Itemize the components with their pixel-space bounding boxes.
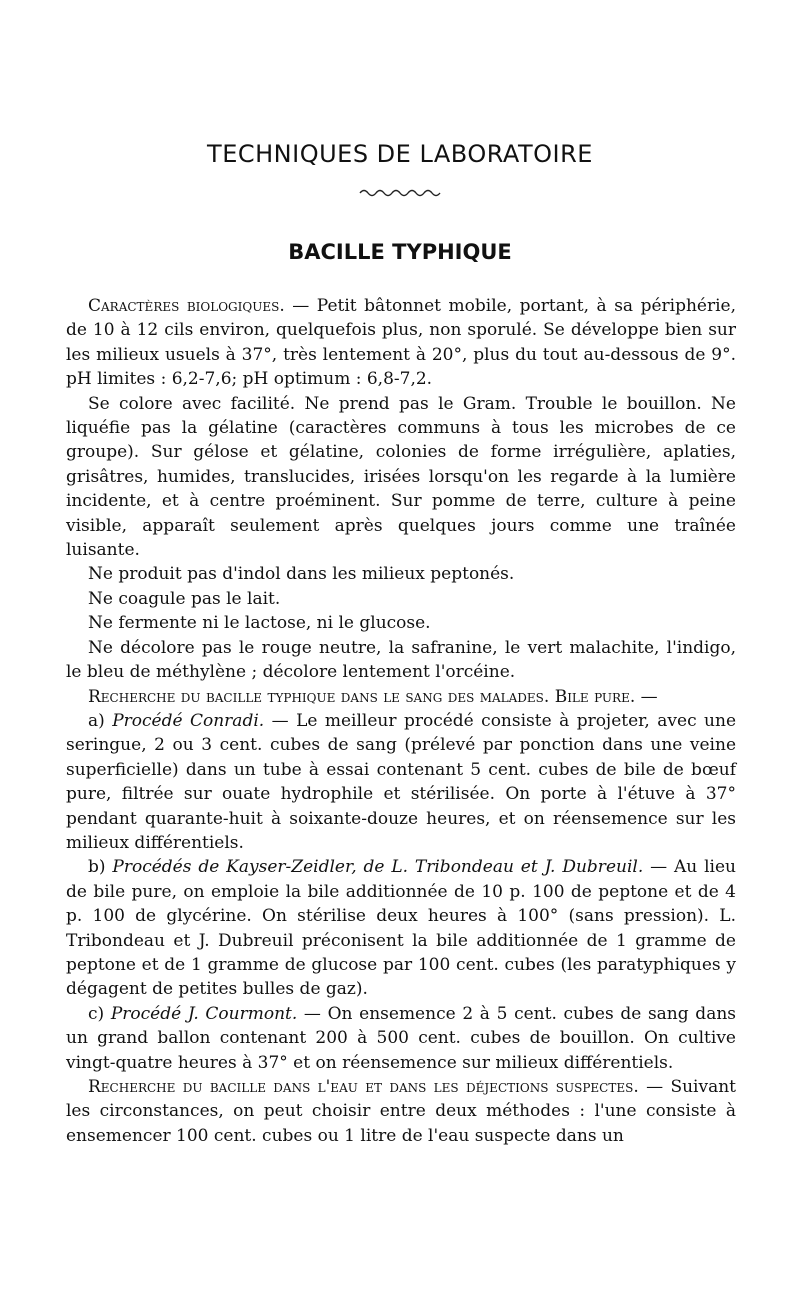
paragraph-courmont: [66, 1002, 736, 1075]
recherche-eau-heading: Recherche du bacille dans l'eau et dans les déjections suspectes.: [88, 1077, 639, 1097]
paragraph-recherche-sang: [66, 685, 736, 709]
paragraph-colore: Se colore avec facilité. Ne prend pas le Gram. Trouble le bouillon. Ne liquéfie pas la gélatine (caractères communs à tous les microbes de ce groupe). Sur gélose et gélatine, colonies de forme irrégulière, aplaties, grisâtres, humides, translucides, irisées lorsqu'on les regarde à la lumière incidente, et à centre proéminent. Sur pomme de terre, culture à peine visible, apparaît seulement après quelques jours comme une traînée luisante.: [66, 393, 736, 561]
courmont-name: Procédé J. Courmont.: [110, 1003, 298, 1024]
kayser-label: b): [88, 857, 113, 878]
recherche-eau-text: — Suivant les circonstances, on peut choisir entre deux méthodes : l'une consiste à ensemencer 100 cent. cubes ou 1 litre de l'eau suspecte dans un: [66, 1077, 737, 1146]
paragraph-lait: Ne coagule pas le lait.: [88, 588, 281, 609]
kayser-name: Procédés de Kayser-Zeidler, de L. Tribondeau et J. Dubreuil.: [112, 857, 644, 878]
paragraph-rouge: Ne décolore pas le rouge neutre, la safranine, le vert malachite, l'indigo, le bleu de méthylène ; décolore lentement l'orcéine.: [66, 637, 736, 683]
courmont-text: — On ensemence 2 à 5 cent. cubes de sang dans un grand ballon contenant 200 à 500 cent. cubes de bouillon. On cultive vingt-quatre heures à 37° et on réensemence sur milieux différentiels.: [66, 1003, 736, 1073]
wave-ornament: [358, 186, 444, 198]
body-text: [66, 294, 736, 1148]
paragraph-kayser: [66, 855, 736, 1001]
running-title: TECHNIQUES DE LABORATOIRE: [207, 140, 593, 168]
section-title: BACILLE TYPHIQUE: [288, 240, 512, 264]
recherche-sang-heading: Recherche du bacille typhique dans le sang des malades. Bile pure.: [88, 686, 636, 707]
conradi-text: — Le meilleur procédé consiste à projeter, avec une seringue, 2 ou 3 cent. cubes de sang (prélevé par ponction dans une veine superficielle) dans un tube à essai contenant 5 cent. cubes de bile de bœuf pure, filtrée sur ouate hydrophile et stérilisée. On porte à l'étuve à 37° pendant quarante-huit à soixante-douze heures, et on réensemence sur les milieux différentiels.: [66, 710, 736, 853]
conradi-name: Procédé Conradi.: [112, 710, 265, 731]
paragraph-caracteres: [66, 294, 736, 392]
caracteres-text: — Petit bâtonnet mobile, portant, à sa périphérie, de 10 à 12 cils environ, quelquefois plus, non sporulé. Se développe bien sur les milieux usuels à 37°, très lentement à 20°, plus du tout au-dessous de 9°. pH limites : 6,2-7,6; pH optimum : 6,8-7,2.: [66, 296, 736, 390]
caracteres-heading: Caractères biologiques.: [88, 296, 285, 316]
recherche-sang-dash: —: [635, 686, 658, 707]
paragraph-indol: Ne produit pas d'indol dans les milieux peptonés.: [88, 564, 515, 585]
paragraph-lactose: Ne fermente ni le lactose, ni le glucose.: [88, 613, 431, 634]
conradi-label: a): [88, 710, 113, 731]
paragraph-recherche-eau: [66, 1075, 736, 1148]
kayser-text: — Au lieu de bile pure, on emploie la bile additionnée de 10 p. 100 de peptone et de 4 p. 100 de glycérine. On stérilise deux heures à 100° (sans pression). L. Tribondeau et J. Dubreuil préconisent la bile additionnée de 1 gramme de peptone et de 1 gramme de glucose par 100 cent. cubes (les paratyphiques y dégagent de petites bulles de gaz).: [66, 857, 737, 1000]
courmont-label: c): [88, 1003, 111, 1024]
paragraph-conradi: [66, 709, 736, 855]
wave-line: [360, 191, 440, 196]
